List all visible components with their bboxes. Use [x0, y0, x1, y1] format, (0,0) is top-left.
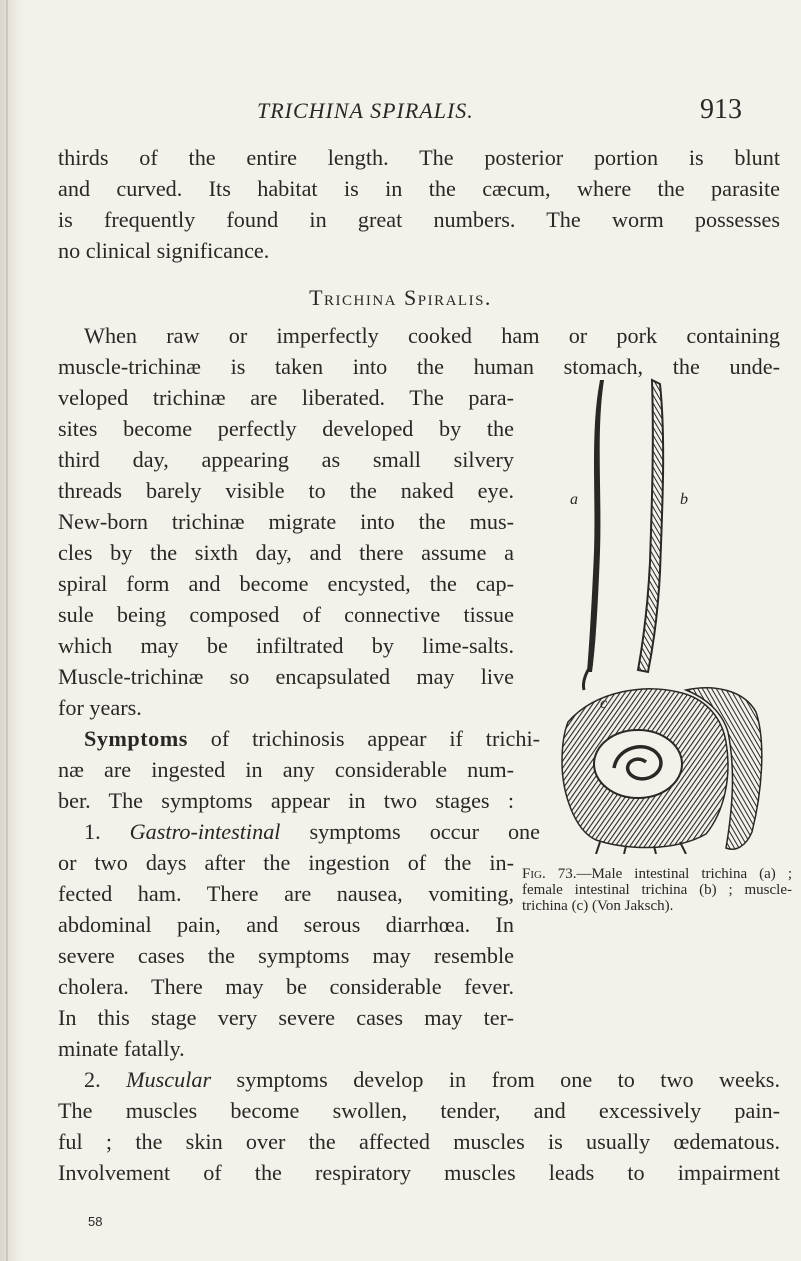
text-line: ber. The symptoms appear in two stages : [58, 788, 514, 813]
text-line: cles by the sixth day, and there assume a [58, 540, 514, 565]
text-line: for years. [58, 695, 142, 720]
text-line [58, 1064, 780, 1095]
page-gutter-shadow [0, 0, 22, 1261]
text-line: The muscles become swollen, tender, and excessively pain- [58, 1098, 780, 1123]
figure-label-a: a [570, 491, 578, 508]
text-line: and curved. Its habitat is in the cæcum, where the parasite [58, 176, 780, 201]
text-fragment: symptoms develop in from one to two weeks. [211, 1067, 780, 1092]
muscle-fibre-bundle [562, 688, 762, 854]
text-line: When raw or imperfectly cooked ham or pork containing [84, 323, 780, 348]
caption-fig-label: Fig. [522, 866, 546, 882]
stage-term: Muscular [126, 1067, 212, 1092]
intro-paragraph [58, 142, 780, 266]
text-line: muscle-trichinæ is taken into the human stomach, the unde- [58, 354, 780, 379]
text-line: abdominal pain, and serous diarrhœa. In [58, 912, 514, 937]
text-line: Muscle-trichinæ so encapsulated may live [58, 664, 514, 689]
text-line: spiral form and become encysted, the cap- [58, 571, 514, 596]
text-line: third day, appearing as small silvery [58, 447, 514, 472]
text-line: or two days after the ingestion of the in- [58, 850, 514, 875]
text-line: næ are ingested in any considerable num- [58, 757, 514, 782]
text-fragment: of trichinosis appear if trichi- [187, 726, 540, 751]
symptoms-lead: Symptoms [84, 726, 188, 751]
text-line: cholera. There may be considerable fever. [58, 974, 514, 999]
section-heading: Trichina Spiralis. [309, 285, 492, 310]
text-line: sule being composed of connective tissue [58, 602, 514, 627]
stage-number: 1. [84, 819, 101, 844]
text-line: In this stage very severe cases may ter- [58, 1005, 514, 1030]
figure-label-c: c [600, 695, 608, 712]
text-line: which may be infiltrated by lime-salts. [58, 633, 514, 658]
text-line: no clinical significance. [58, 238, 270, 263]
male-trichina-worm [587, 380, 604, 672]
text-fragment: symptoms occur one [280, 819, 541, 844]
text-line: sites become perfectly developed by the [58, 416, 514, 441]
text-line: minate fatally. [58, 1036, 185, 1061]
text-line: ful ; the skin over the affected muscles is usually œdematous. [58, 1129, 780, 1154]
figure-label-b: b [680, 491, 688, 508]
text-line [58, 723, 540, 754]
text-line: Involvement of the respiratory muscles leads to impairment [58, 1160, 780, 1185]
trichina-illustration [556, 372, 792, 854]
caption-text: 73.—Male intestinal trichina (a) ; female intestinal trichina (b) ; muscle-trichina (c) (Von Jaksch). [522, 866, 792, 914]
figure-caption [522, 866, 792, 914]
text-line: threads barely visible to the naked eye. [58, 478, 514, 503]
text-line: veloped trichinæ are liberated. The para- [58, 385, 514, 410]
stage-number: 2. [84, 1067, 101, 1092]
text-line: fected ham. There are nausea, vomiting, [58, 881, 514, 906]
page-gutter-edge [6, 0, 8, 1261]
text-line [58, 816, 540, 847]
text-line: severe cases the symptoms may resemble [58, 943, 514, 968]
text-line: thirds of the entire length. The posterior portion is blunt [58, 145, 780, 170]
trichina-figure [556, 372, 792, 854]
running-title: TRICHINA SPIRALIS. [257, 98, 474, 123]
page-number: 913 [700, 94, 742, 125]
text-line: New-born trichinæ migrate into the mus- [58, 509, 514, 534]
female-trichina-worm [638, 380, 663, 672]
stage-term: Gastro-intestinal [129, 819, 281, 844]
text-line: is frequently found in great numbers. The worm possesses [58, 207, 780, 232]
signature-mark: 58 [88, 1214, 103, 1229]
